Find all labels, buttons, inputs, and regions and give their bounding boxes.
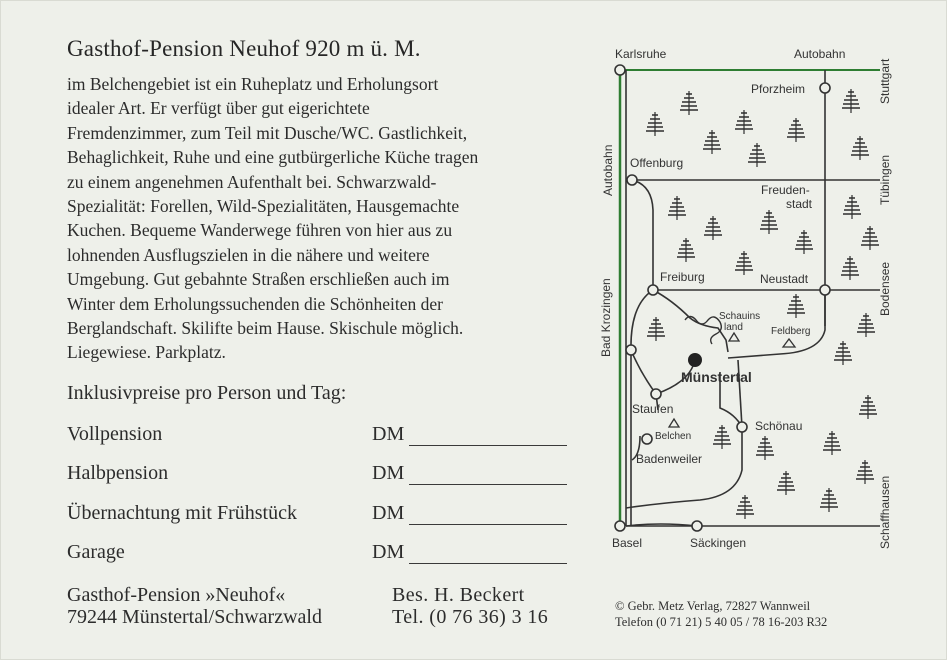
map-label-freiburg: Freiburg	[660, 270, 705, 284]
price-row-uebernachtung	[67, 502, 577, 530]
description-line: idealer Art. Er verfügt über gut eigerichtete	[67, 98, 370, 119]
map-label-freudenstadt: Freuden-	[761, 183, 810, 197]
muenstertal-marker	[688, 353, 702, 367]
footer-contact-block	[392, 584, 548, 628]
town-marker	[651, 389, 661, 399]
map-road	[653, 290, 728, 352]
description-line: Kuchen. Bequeme Wanderwege führen von hier aus zu	[67, 220, 453, 241]
currency-label: DM	[372, 423, 405, 445]
footer-phone: Tel. (0 76 36) 3 16	[392, 606, 549, 628]
town-marker	[648, 285, 658, 295]
map-label-tuebingen: Tübingen	[878, 154, 892, 205]
description-line: Berglandschaft. Skilifte beim Hause. Skischule möglich.	[67, 318, 464, 339]
town-marker	[642, 434, 652, 444]
town-marker	[820, 285, 830, 295]
price-blank-line	[409, 484, 567, 485]
description-text	[67, 72, 587, 365]
map-label-pforzheim: Pforzheim	[751, 82, 806, 96]
footer-address-block	[67, 584, 322, 628]
town-marker	[737, 422, 747, 432]
map-label-schauinsland: land	[724, 322, 743, 333]
map-label-badenweiler: Badenweiler	[636, 452, 703, 466]
map-road	[631, 350, 658, 410]
map-label-stuttgart: Stuttgart	[878, 58, 892, 104]
map-label-saeckingen: Säckingen	[690, 536, 747, 550]
footer-owner: Bes. H. Beckert	[392, 584, 525, 606]
page-title: Gasthof-Pension Neuhof 920 m ü. M.	[67, 36, 421, 61]
publisher-phone: Telefon (0 71 21) 5 40 05 / 78 16-203 R32	[615, 615, 828, 629]
town-marker	[626, 345, 636, 355]
town-marker	[692, 521, 702, 531]
map-label-autobahn-top: Autobahn	[794, 47, 846, 61]
currency-label: DM	[372, 462, 405, 484]
description-line: im Belchengebiet ist ein Ruheplatz und Erholungsort	[67, 74, 439, 94]
town-marker	[627, 175, 637, 185]
town-marker	[615, 521, 625, 531]
publisher-imprint	[615, 598, 827, 630]
map-label-staufen: Staufen	[632, 402, 674, 416]
map-label-schauinsland: Schauins	[719, 311, 761, 322]
map-label-muenstertal: Münstertal	[681, 369, 752, 385]
price-label: Übernachtung mit Frühstück	[67, 502, 297, 524]
mountain-icon	[783, 339, 795, 347]
price-label: Garage	[67, 541, 125, 563]
map-label-feldberg: Feldberg	[771, 326, 811, 337]
price-blank-line	[409, 563, 567, 564]
prices-heading: Inklusivpreise pro Person und Tag:	[67, 382, 347, 404]
description-line: Fremdenzimmer, zum Teil mit Dusche/WC. Gastlichkeit,	[67, 122, 468, 143]
footer-address: 79244 Münstertal/Schwarzwald	[67, 606, 322, 628]
map-label-karlsruhe: Karlsruhe	[615, 47, 667, 61]
map-road	[632, 180, 653, 290]
description-line: Winter dem Erholungssuchenden die Schönheiten der	[67, 293, 443, 314]
mountain-icon	[729, 333, 739, 341]
publisher-copyright: © Gebr. Metz Verlag, 72827 Wannweil	[615, 599, 811, 613]
town-marker	[820, 83, 830, 93]
map-label-bad-krozingen: Bad Krozingen	[599, 278, 613, 357]
map-label-freudenstadt: stadt	[786, 197, 813, 211]
description-line: Spezialität: Forellen, Wild-Spezialitäten, Hausgemachte	[67, 196, 460, 217]
route-map	[590, 38, 910, 558]
town-marker	[615, 65, 625, 75]
description-line: lohnenden Ausflugszielen in die nähere und weitere	[67, 244, 430, 265]
mountain-icon	[669, 419, 679, 427]
currency-label: DM	[372, 502, 405, 524]
map-label-autobahn-left: Autobahn	[601, 144, 615, 196]
price-label: Vollpension	[67, 423, 163, 445]
description-line: Liegewiese. Parkplatz.	[67, 342, 226, 363]
price-blank-line	[409, 524, 567, 525]
map-label-bodensee: Bodensee	[878, 261, 892, 316]
price-row-vollpension	[67, 423, 577, 451]
description-line: Umgebung. Gut gebahnte Straßen erschließen auch im	[67, 269, 450, 290]
winding-road	[685, 317, 721, 345]
price-row-garage	[67, 541, 577, 569]
map-label-belchen: Belchen	[655, 431, 692, 442]
price-label: Halbpension	[67, 462, 169, 484]
description-line: Behaglichkeit, Ruhe und eine gutbürgerliche Küche tragen	[67, 147, 479, 168]
price-blank-line	[409, 445, 567, 446]
map-label-schoenau: Schönau	[755, 419, 803, 433]
map-label-schaffhausen: Schaffhausen	[878, 475, 892, 549]
description-line: zu einem angenehmen Aufenthalt bei. Schwarzwald-	[67, 171, 437, 192]
currency-label: DM	[372, 541, 405, 563]
map-label-neustadt: Neustadt	[760, 272, 809, 286]
price-row-halbpension	[67, 462, 577, 490]
map-label-offenburg: Offenburg	[630, 156, 684, 170]
map-label-basel: Basel	[612, 536, 643, 550]
footer-name: Gasthof-Pension »Neuhof«	[67, 584, 286, 606]
